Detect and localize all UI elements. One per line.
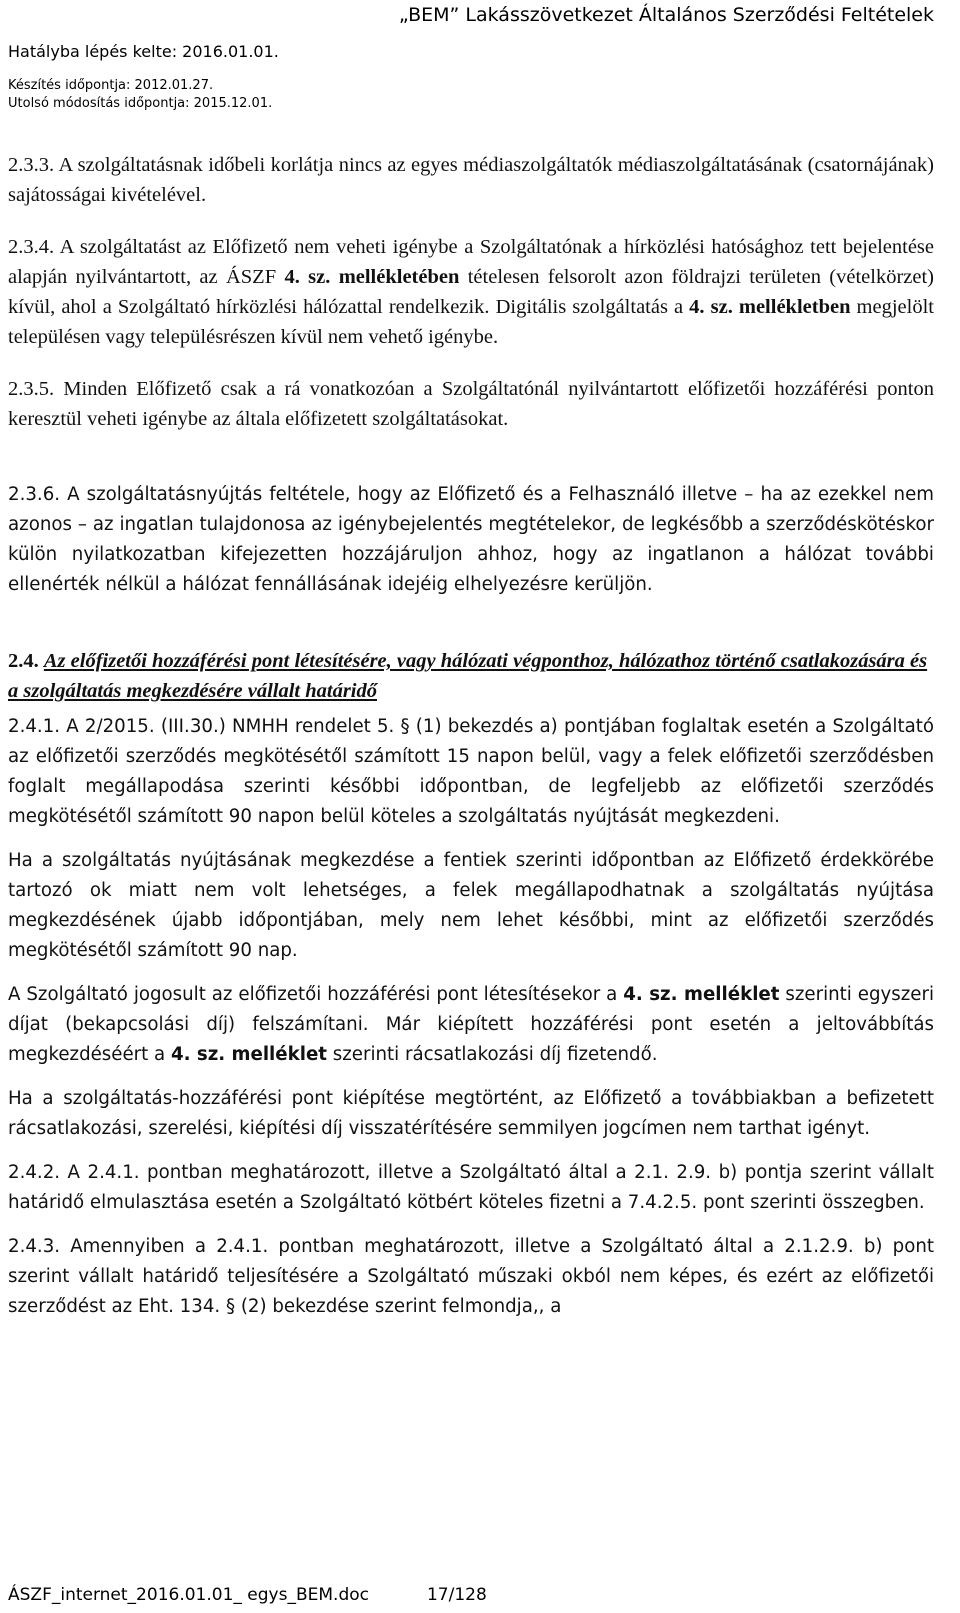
document-title: „BEM” Lakásszövetkezet Általános Szerződési Feltételek [398, 4, 934, 26]
connection-fee-text-a: A Szolgáltató jogosult az előfizetői hozzáférési pont létesítésekor a [8, 984, 624, 1005]
section-2-3-6: 2.3.6. A szolgáltatásnyújtás feltétele, hogy az Előfizető és a Felhasználó illetve – ha az ezekkel nem azonos – az ingatlan tulajdonosa az igénybejelentés megtételekor, de legkésőbb a szerződéskötéskor külön nyilatkozatban kifejezetten hozzájáruljon ahhoz, hogy az ingatlanon a hálózat további ellenérték nélkül a hálózat fennállásának idejéig elhelyezésre kerüljön. [8, 484, 934, 595]
section-2-3-4-text-c: tételesen felsorolt azon földrajzi területen (vételkörzet) kívül, ahol a Szolgáltató hírközlési hálózattal rendelkezik. Digitális szolgáltatás a [8, 266, 934, 318]
annex-4-ref-4: 4. sz. melléklet [170, 1044, 327, 1065]
connection-fee-text-d: szerinti rácsatlakozási díj fizetendő. [326, 1044, 658, 1065]
paragraph-no-refund: Ha a szolgáltatás-hozzáférési pont kiépítése megtörtént, az Előfizető a továbbiakban a befizetett rácsatlakozási, szerelési, kiépítési díj visszatérítésére semmilyen jogcímen nem tarthat igényt. [8, 1088, 934, 1139]
page-number: 17/128 [426, 1585, 487, 1605]
page-footer [8, 1585, 487, 1605]
modified-date: Utolsó módosítás időpontja: 2015.12.01. [8, 96, 273, 111]
footer-filename: ÁSZF_internet_2016.01.01_ egys_BEM.doc [8, 1585, 369, 1605]
paragraph-delay-agreement: Ha a szolgáltatás nyújtásának megkezdése a fentiek szerinti időpontban az Előfizető érdekkörébe tartozó ok miatt nem volt lehetséges, a felek megállapodhatnak a szolgáltatás nyújtása megkezdésének újabb időpontjában, mely nem lehet későbbi, mint az előfizetői szerződés megkötésétől számított 90 nap. [8, 850, 934, 961]
section-2-4-1: 2.4.1. A 2/2015. (III.30.) NMHH rendelet 5. § (1) bekezdés a) pontjában foglaltak esetén a Szolgáltató az előfizetői szerződés megkötésétől számított 15 napon belül, vagy a felek előfizetői szerződésben foglalt megállapodása szerinti későbbi időpontban, de legfeljebb az előfizetői szerződés megkötésétől számított 90 napon belül köteles a szolgáltatás nyújtását megkezdeni. [8, 716, 934, 827]
annex-4-ref: 4. sz. mellékletében [284, 266, 460, 288]
section-2-4-number: 2.4. [8, 650, 39, 672]
section-2-4-title: Az előfizetői hozzáférési pont létesítésére, vagy hálózati végponthoz, hálózathoz történő csatlakozására és a szolgáltatás megkezdésére vállalt határidő [8, 650, 928, 702]
connection-fee-text-c: szerinti egyszeri díjat (bekapcsolási díj) felszámítani. Már kiépített hozzáférési pont esetén a jeltovábbítás megkezdéséért a [8, 984, 934, 1065]
section-2-4-2: 2.4.2. A 2.4.1. pontban meghatározott, illetve a Szolgáltató által a 2.1. 2.9. b) pontja szerint vállalt határidő elmulasztása esetén a Szolgáltató kötbért köteles fizetni a 7.4.2.5. pont szerinti összegben. [8, 1162, 934, 1213]
section-2-3-3: 2.3.3. A szolgáltatásnak időbeli korlátja nincs az egyes médiaszolgáltatók médiaszolgáltatásának (csatornájának) sajátosságai kivételével. [8, 154, 934, 206]
section-2-4-3: 2.4.3. Amennyiben a 2.4.1. pontban meghatározott, illetve a Szolgáltató által a 2.1.2.9. b) pont szerint vállalt határidő teljesítésére a Szolgáltató műszaki okból nem képes, és ezért az előfizetői szerződést az Eht. 134. § (2) bekezdése szerint felmondja,, a [8, 1236, 934, 1317]
section-2-3-4 [8, 232, 934, 352]
section-2-3-4-text-a: 2.3.4. A szolgáltatást az Előfizető nem veheti igénybe a Szolgáltatónak a hírközlési hatósághoz tett bejelentése alapján nyilvántartott, az ÁSZF [8, 236, 934, 288]
annex-4-ref-3: 4. sz. melléklet [623, 984, 780, 1005]
annex-4-ref-2: 4. sz. mellékletben [689, 296, 851, 318]
paragraph-connection-fee [8, 980, 934, 1070]
section-2-3-5: 2.3.5. Minden Előfizető csak a rá vonatkozóan a Szolgáltatónál nyilvántartott előfizetői hozzáférési ponton keresztül veheti igénybe az általa előfizetett szolgáltatásokat. [8, 378, 934, 430]
effective-date: Hatályba lépés kelte: 2016.01.01. [8, 42, 279, 61]
created-date: Készítés időpontja: 2012.01.27. [8, 78, 214, 93]
section-2-4-heading [8, 646, 934, 706]
section-2-3-4-text-d: megjelölt településen vagy településrészen kívül nem vehető igénybe. [8, 296, 934, 348]
document-body [8, 150, 934, 1336]
